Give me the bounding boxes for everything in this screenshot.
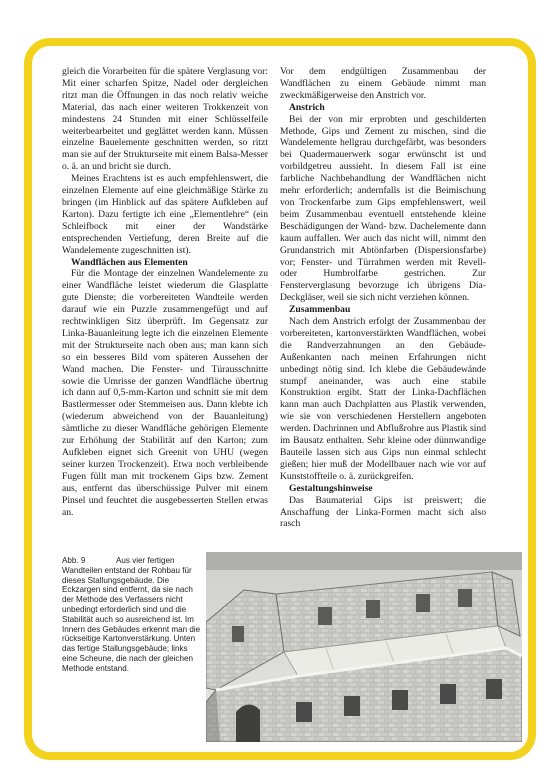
paragraph: Meines Erachtens ist es auch empfehlenswert, die einzelnen Elemente auf eine gleichmäßige Stärke zu bringen (im Hinblick auf das spätere Aufkleben auf Karton). Dazu fertigte ich eine „Elementlehre“ (ein Schleifbock mit einer der Wandstärke entsprechenden Vertiefung, deren Breite auf die Wandelemente zugeschnitten ist). [62, 173, 268, 256]
figure-label: Abb. 9 [62, 556, 86, 565]
paragraph: Nach dem Anstrich erfolgt der Zusammenbau der vorbereiteten, kartonverstärkten Wandflächen, wobei die Randverzahnungen an den Gebäude-Außenkanten nach meinen Erfahrungen nicht unbedingt nötig sind. Ich klebe die Gebäudewände stumpf aneinander, was auch eine stabile Konstruktion ergibt. Statt der Linka-Dachflächen kann man auch Dachplatten aus Plastik verwenden, wie sie von verschiedenen Herstellern angeboten werden. Dachrinnen und Abflußrohre aus Plastik sind im Bausatz enthalten. Sehr kleine oder dünnwandige Bauteile lassen sich aus Gips nun einmal schlecht gießen; hier muß der Modellbauer nach wie vor auf Kunststoffteile o. ä. zurückgreifen. [280, 316, 486, 482]
text-column-right [280, 66, 486, 530]
figure-caption [62, 556, 202, 674]
section-heading-zusammenbau: Zusammenbau [289, 304, 351, 316]
paragraph: Das Baumaterial Gips ist preiswert; die Anschaffung der Linka-Formen macht sich also rasch [280, 494, 486, 530]
figure-caption-text: Aus vier fertigen Wandteilen entstand der Rohbau für dieses Stallungsgebäude. Die Eckzargen sind entfernt, da sie nach der Methode des Verfassers nicht unbedingt erforderlich sind und die Stabilität auch so ausreichend ist. Im Innern des Gebäudes erkennt man die rückseitige Kartonverstärkung. Unten das fertige Stallungsgebäude; links eine Scheune, die nach der gleichen Methode entstand. [62, 556, 201, 673]
building-model-illustration [206, 552, 522, 742]
section-heading-gestaltungshinweise: Gestaltungshinweise [289, 482, 373, 494]
section-heading-wandflaechen: Wandflächen aus Elementen [71, 256, 188, 268]
paragraph: Vor dem endgültigen Zusammenbau der Wandflächen zu einem Gebäude nimmt man zweckmäßigerweise den Anstrich vor. [280, 66, 486, 101]
paragraph: Bei der von mir erprobten und geschilderten Methode, Gips und Zement zu mischen, sind die Wandelemente hellgrau durchgefärbt, was besonders bei Quadermauerwerk sogar erwünscht ist und vorbildgetreu aussieht. In diesem Fall ist eine farbliche Nachbehandlung der Wandflächen nicht mehr erforderlich; andernfalls ist die Beimischung von Trockenfarbe zum Gips empfehlenswert, weil beim Zusammenbau eventuell entstehende kleine Beschädigungen der Wand- bzw. Dachelemente dann kaum auffallen. Wer auch das nicht will, nimmt den Grundanstrich mit Abtönfarben (Dispersionsfarbe) vor; Fenster- und Türrahmen werden mit Revell- oder Humbrolfarbe gestrichen. Zur Fensterverglasung bevorzuge ich übrigens Dia-Deckgläser, weil sie sich nicht verziehen können. [280, 113, 486, 304]
section-heading-anstrich: Anstrich [289, 101, 325, 113]
paragraph: Für die Montage der einzelnen Wandelemente zu einer Wandfläche leistet wiederum die Glasplatte gute Dienste; die vorbereiteten Wandteile werden darauf wie ein Puzzle zusammengefügt und auf rechtwinkligen Sitz überprüft. Im Gegensatz zur Linka-Bauanleitung legte ich die einzelnen Elemente mit der Strukturseite nach oben aus; man kann sich so ein besseres Bild vom späteren Aussehen der Wand machen. Die Fenster- und Türausschnitte sowie die Umrisse der ganzen Wandfläche übertrug ich dann auf 0,5-mm-Karton und schnitt sie mit dem Bastlermesser oder Stemmeisen aus. Dann klebte ich (wiederum abweichend von der Bauanleitung) sämtliche zu dieser Wandfläche gehörigen Elemente zur Erhöhung der Stabilität auf den Karton; zum Aufkleben eignet sich Greenit von UHU (wegen seiner kurzen Trockenzeit). Etwa noch verbleibende Fugen füllt man mit trockenem Gips bzw. Zement aus, entfernt das überschüssige Pulver mit einem Pinsel und feuchtet die ausgebesserten Stellen etwas an. [62, 268, 268, 518]
text-column-left [62, 66, 268, 518]
paragraph: gleich die Vorarbeiten für die spätere Verglasung vor: Mit einer scharfen Spitze, Nadel oder dergleichen ritzt man die Öffnungen in das noch relativ weiche Material, das nach einer weiteren Trokkenzeit von mindestens 24 Stunden mit einer Schlüsselfeile weiterbearbeitet und geglättet werden kann. Müssen einzelne Bauelemente geschnitten werden, so ritzt man sie auf der Strukturseite mit einem Balsa-Messer o. ä. an und bricht sie durch. [62, 66, 268, 173]
building-model-photo [206, 552, 522, 742]
